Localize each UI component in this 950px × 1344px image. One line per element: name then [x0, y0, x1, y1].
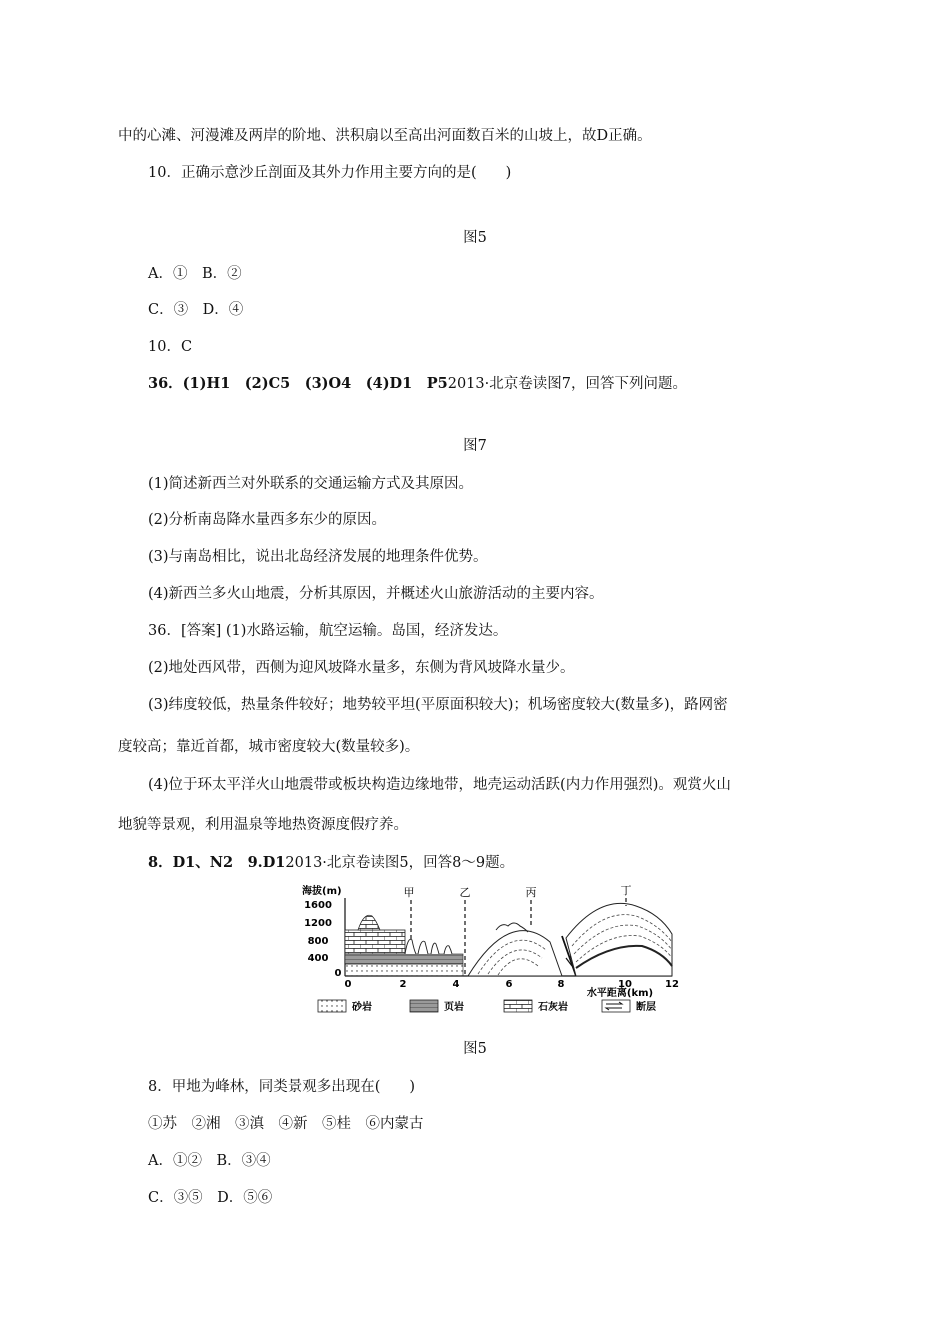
anticline	[468, 931, 562, 976]
question-code: 8．D1、N2 9.D1	[148, 854, 286, 871]
y-tick: 800	[307, 936, 329, 947]
sub-question: (1)简述新西兰对外联系的交通运输方式及其原因。	[148, 476, 474, 492]
y-tick: 1600	[304, 900, 332, 911]
sandstone-layer	[345, 964, 463, 976]
point-label-ding: 丁	[620, 884, 632, 897]
geologic-profile-figure	[300, 884, 680, 1016]
option-line: ①苏 ②湘 ③滇 ④新 ⑤桂 ⑥内蒙古	[148, 1116, 424, 1132]
question-8: 8．甲地为峰林，同类景观多出现在( )	[148, 1079, 416, 1095]
sub-question: (2)分析南岛降水量西多东少的原因。	[148, 512, 387, 528]
option-line: A．① B．②	[148, 266, 242, 282]
point-label-jia: 甲	[403, 886, 415, 899]
question-10: 10．正确示意沙丘剖面及其外力作用主要方向的是( )	[148, 165, 512, 181]
answer-10: 10．C	[148, 339, 193, 355]
answer-line: (3)纬度较低，热量条件较好；地势较平坦(平原面积较大)；机场密度较大(数量多)，路网密	[148, 697, 728, 713]
legend-swatch-limestone	[504, 1000, 532, 1012]
figure-caption: 图5	[463, 230, 487, 246]
question-code: 36．(1)H1 (2)C5 (3)O4 (4)D1 P5	[148, 375, 448, 392]
x-tick: 10	[618, 979, 632, 990]
question-8-9	[148, 853, 514, 873]
limestone-layer	[345, 930, 405, 954]
option-line: A．①② B．③④	[148, 1153, 271, 1169]
text-line: 中的心滩、河漫滩及两岸的阶地、洪积扇以至高出河面数百米的山坡上，故D正确。	[118, 128, 652, 144]
answer-line: 地貌等景观，利用温泉等地热资源度假疗养。	[118, 817, 408, 833]
figure-caption: 图7	[463, 438, 487, 454]
legend-swatch-shale	[410, 1000, 438, 1012]
x-tick: 12	[665, 979, 679, 990]
answer-line: (4)位于环太平洋火山地震带或板块构造边缘地带，地壳运动活跃(内力作用强烈)。观赏火山	[148, 777, 731, 793]
x-tick: 0	[344, 979, 352, 990]
option-line: C．③⑤ D．⑤⑥	[148, 1190, 273, 1206]
answer-line: 度较高；靠近首都，城市密度较大(数量较多)。	[118, 739, 420, 755]
x-tick: 2	[399, 979, 407, 990]
y-axis-label: 海拔(m)	[302, 886, 342, 897]
x-axis-label: 水平距离(km)	[586, 988, 654, 999]
karst-peaks	[405, 939, 452, 954]
x-tick: 4	[452, 979, 460, 990]
y-tick: 1200	[304, 918, 332, 929]
y-tick: 0	[334, 968, 342, 979]
legend-label: 页岩	[444, 1002, 464, 1013]
sub-question: (3)与南岛相比，说出北岛经济发展的地理条件优势。	[148, 549, 488, 565]
option-line: C．③ D．④	[148, 302, 244, 318]
peak-forest-hill	[358, 915, 380, 930]
x-tick: 8	[557, 979, 565, 990]
y-tick: 400	[307, 953, 329, 964]
point-label-bing: 丙	[525, 886, 537, 899]
question-text: 2013·北京卷读图7，回答下列问题。	[447, 376, 687, 392]
x-tick: 6	[505, 979, 513, 990]
answer-line: (2)地处西风带，西侧为迎风坡降水量多，东侧为背风坡降水量少。	[148, 660, 575, 676]
legend-swatch-sandstone	[318, 1000, 346, 1012]
question-36	[148, 374, 687, 394]
point-label-yi: 乙	[459, 886, 471, 899]
legend-label: 断层	[636, 1002, 656, 1013]
figure-caption: 图5	[463, 1041, 487, 1057]
legend-label: 石灰岩	[538, 1002, 568, 1013]
shale-layer	[345, 954, 463, 964]
answer-36: 36．[答案] (1)水路运输，航空运输。岛国，经济发达。	[148, 623, 508, 639]
question-text: 2013·北京卷读图5，回答8～9题。	[285, 855, 515, 871]
sub-question: (4)新西兰多火山地震，分析其原因，并概述火山旅游活动的主要内容。	[148, 586, 604, 602]
legend-label: 砂岩	[352, 1002, 372, 1013]
legend-swatch-fault	[602, 1000, 630, 1012]
